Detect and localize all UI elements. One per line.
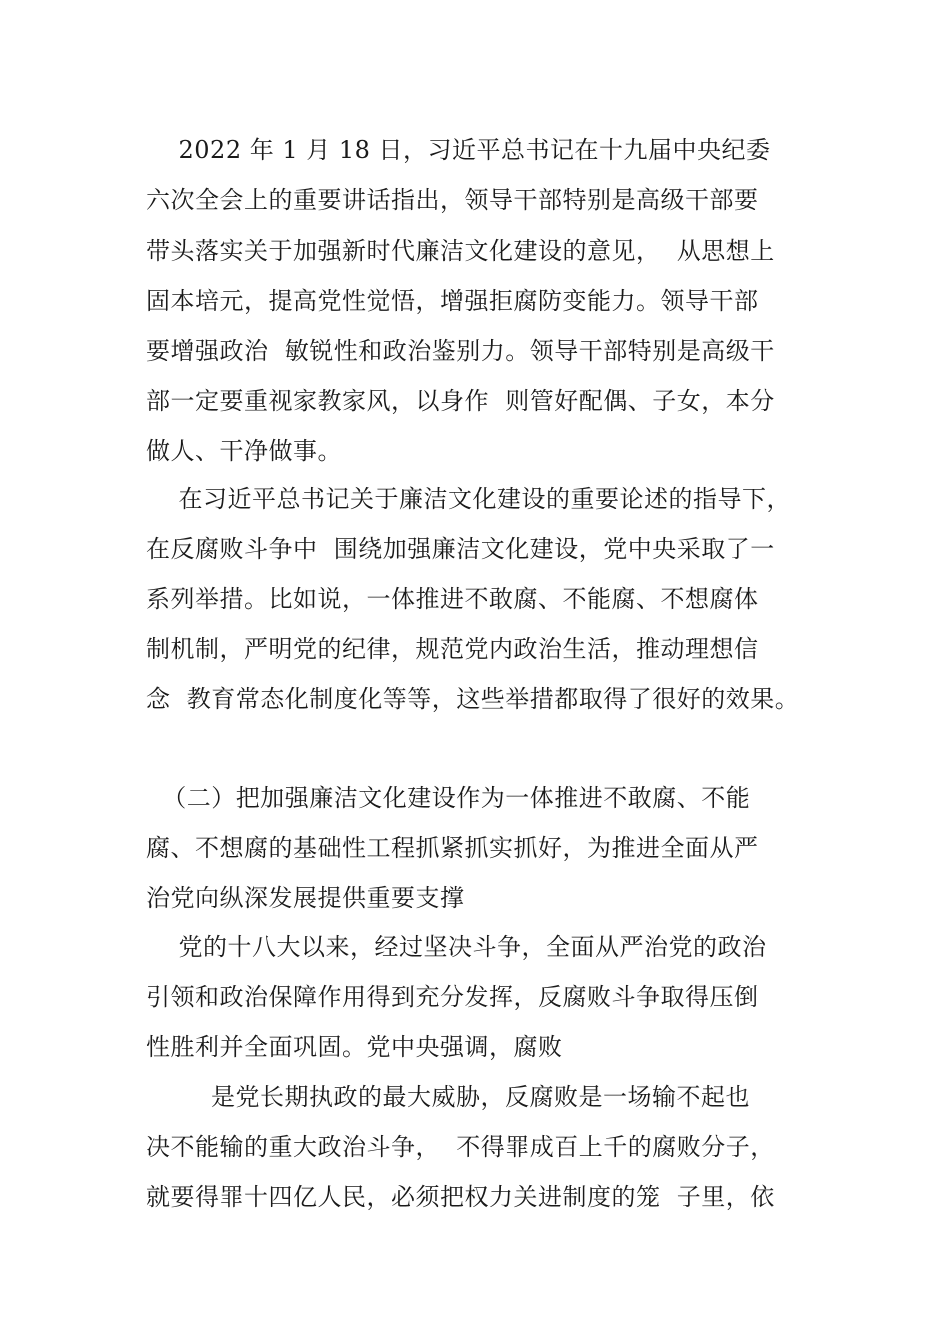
text-line: 就要得罪十四亿人民，必须把权力关进制度的笼 子里，依 bbox=[146, 1183, 775, 1211]
text-line: 固本培元，提高党性觉悟，增强拒腐防变能力。领导干部 bbox=[146, 287, 759, 315]
text-line: 引领和政治保障作用得到充分发挥，反腐败斗争取得压倒 bbox=[146, 983, 759, 1011]
text-line: 部一定要重视家教家风，以身作 则管好配偶、子女，本分 bbox=[146, 387, 775, 415]
text-line: 2022 年 1 月 18 日，习近平总书记在十九届中央纪委 bbox=[146, 136, 771, 164]
text-line: （二）把加强廉洁文化建设作为一体推进不敢腐、不能 bbox=[146, 784, 751, 812]
text-line: 念 教育常态化制度化等等，这些举措都取得了很好的效果。 bbox=[146, 685, 800, 713]
text-line: 在反腐败斗争中 围绕加强廉洁文化建设，党中央采取了一 bbox=[146, 535, 775, 563]
text-line: 是党长期执政的最大威胁，反腐败是一场输不起也 bbox=[146, 1083, 751, 1111]
text-line: 决不能输的重大政治斗争， 不得罪成百上千的腐败分子， bbox=[146, 1133, 775, 1161]
text-line: 治党向纵深发展提供重要支撑 bbox=[146, 884, 465, 912]
text-line: 腐、不想腐的基础性工程抓紧抓实抓好，为推进全面从严 bbox=[146, 834, 759, 862]
text-line: 系列举措。比如说，一体推进不敢腐、不能腐、不想腐体 bbox=[146, 585, 759, 613]
text-line: 带头落实关于加强新时代廉洁文化建设的意见， 从思想上 bbox=[146, 237, 775, 265]
text-line: 性胜利并全面巩固。党中央强调，腐败 bbox=[146, 1033, 563, 1061]
text-line: 党的十八大以来，经过坚决斗争，全面从严治党的政治 bbox=[146, 933, 767, 961]
text-line: 在习近平总书记关于廉洁文化建设的重要论述的指导下， bbox=[146, 485, 792, 513]
text-line: 制机制，严明党的纪律，规范党内政治生活，推动理想信 bbox=[146, 635, 759, 663]
text-line: 做人、干净做事。 bbox=[146, 437, 342, 465]
text-line: 要增强政治 敏锐性和政治鉴别力。领导干部特别是高级干 bbox=[146, 337, 775, 365]
text-line: 六次全会上的重要讲话指出，领导干部特别是高级干部要 bbox=[146, 186, 759, 214]
